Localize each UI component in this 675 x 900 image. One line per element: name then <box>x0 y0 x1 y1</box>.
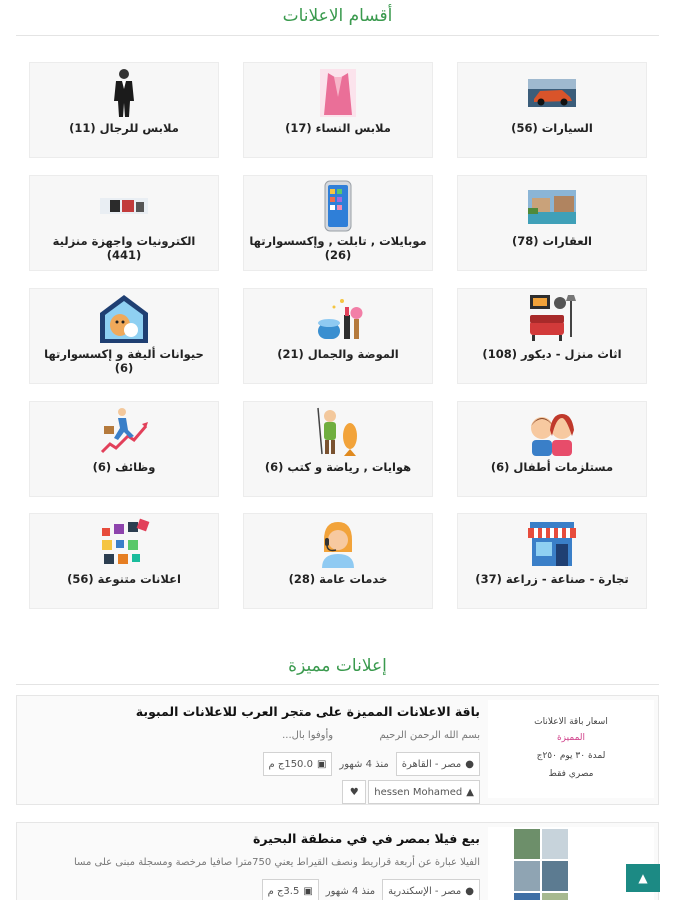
category-kids[interactable] <box>457 401 647 497</box>
arrow-up-icon: ▲ <box>638 871 648 885</box>
thumb-text-line: لمدة ٣٠ يوم ٢٥٠ج <box>536 751 606 761</box>
category-womens-clothing[interactable] <box>243 62 433 158</box>
category-label: السيارات (56) <box>511 121 593 135</box>
time-text: منذ 4 شهور <box>325 885 376 897</box>
money-icon: ▣ <box>316 758 327 770</box>
ad-desc-line: وأوفوا بال... <box>282 730 334 741</box>
title-divider <box>16 684 659 685</box>
title-divider <box>16 35 659 36</box>
category-label: ملابس النساء (17) <box>285 121 391 135</box>
scroll-to-top-button[interactable] <box>626 864 660 892</box>
featured-ad[interactable] <box>16 695 659 805</box>
map-marker-icon: ● <box>465 885 474 897</box>
category-label: هوايات , رياضة و كتب (6) <box>264 460 412 474</box>
category-pets[interactable] <box>29 288 219 384</box>
location-chip <box>382 879 480 900</box>
electronics-photo-icon <box>98 180 150 232</box>
category-label: موبايلات , تابلت , وإكسسوارتها (26) <box>249 234 427 262</box>
user-icon: ▲ <box>466 786 474 798</box>
ad-thumbnail-image <box>488 700 654 798</box>
ad-description: الفيلا عبارة عن أربعة قراريط ونصف القيراط يعني 750مترا صافيا مرخصة ومسجلة مبنى على مسا <box>74 857 480 868</box>
category-label: الموضة والجمال (21) <box>277 347 399 361</box>
category-label: مستلزمات أطفال (6) <box>490 460 614 474</box>
ad-thumbnail[interactable] <box>488 700 654 798</box>
mens-suit-photo-icon <box>98 67 150 119</box>
category-label: حيوانات أليفة و إكسسوارتها (6) <box>44 347 204 375</box>
ad-user-row <box>342 780 480 804</box>
category-cars[interactable] <box>457 62 647 158</box>
location-chip <box>396 752 480 776</box>
map-marker-icon: ● <box>465 758 474 770</box>
mobile-phone-icon <box>312 180 364 232</box>
category-label: تجارة - صناعة - زراعة (37) <box>475 572 629 586</box>
price-chip <box>262 879 319 900</box>
category-mens-clothing[interactable] <box>29 62 219 158</box>
user-chip[interactable] <box>368 780 480 804</box>
favorite-button[interactable] <box>342 780 366 804</box>
category-jobs[interactable] <box>29 401 219 497</box>
storefront-icon <box>526 518 578 570</box>
beauty-cosmetics-icon <box>312 293 364 345</box>
price-text: 3.5ج م <box>267 885 300 897</box>
category-label: العقارات (78) <box>511 234 592 248</box>
kids-icon <box>526 406 578 458</box>
featured-title: إعلانات مميزة <box>288 656 387 676</box>
womens-clothing-photo-icon <box>312 67 364 119</box>
career-growth-icon <box>98 406 150 458</box>
thumb-text-line: المميزة <box>556 733 586 743</box>
category-mobiles[interactable] <box>243 175 433 271</box>
ad-description <box>25 728 480 743</box>
category-real-estate[interactable] <box>457 175 647 271</box>
thumb-text-line: اسعار باقة الاعلانات <box>534 717 608 727</box>
mixed-squares-icon <box>98 518 150 570</box>
ad-desc-line: بسم الله الرحمن الرحيم <box>379 730 480 741</box>
category-electronics[interactable] <box>29 175 219 271</box>
category-general-services[interactable] <box>243 513 433 609</box>
price-chip <box>263 752 333 776</box>
heart-icon: ♥ <box>349 786 359 798</box>
ad-meta-row <box>262 879 480 900</box>
category-label: اعلانات متنوعة (56) <box>67 572 181 586</box>
ad-title[interactable]: بيع فيلا بمصر في في منطقة البحيرة <box>253 831 480 846</box>
location-text: مصر - القاهرة <box>401 758 462 770</box>
category-trade[interactable] <box>457 513 647 609</box>
featured-ad[interactable] <box>16 822 659 900</box>
customer-service-icon <box>312 518 364 570</box>
category-label: وظائف (6) <box>92 460 156 474</box>
price-text: 150.0ج م <box>268 758 313 770</box>
user-name: hessen Mohamed <box>374 786 463 798</box>
category-label: ملابس للرجال (11) <box>69 121 179 135</box>
ad-meta-row <box>263 752 481 776</box>
category-fashion-beauty[interactable] <box>243 288 433 384</box>
car-photo-icon <box>526 67 578 119</box>
time-text: منذ 4 شهور <box>339 758 389 770</box>
real-estate-photo-icon <box>526 180 578 232</box>
pets-house-icon <box>98 293 150 345</box>
category-hobbies[interactable] <box>243 401 433 497</box>
category-label: الكترونيات واجهزة منزلية (441) <box>52 234 196 262</box>
thumb-text-line: مصري فقط <box>548 769 594 779</box>
category-misc[interactable] <box>29 513 219 609</box>
fishing-hobby-icon <box>312 406 364 458</box>
category-furniture[interactable] <box>457 288 647 384</box>
money-icon: ▣ <box>303 885 313 897</box>
ad-title[interactable]: باقة الاعلانات المميزة على متجر العرب للاعلانات المبوبة <box>135 704 480 719</box>
furniture-icon <box>526 293 578 345</box>
category-label: خدمات عامة (28) <box>288 572 388 586</box>
category-label: اثاث منزل - ديكور (108) <box>482 347 622 361</box>
categories-title: أقسام الاعلانات <box>282 6 393 26</box>
location-text: مصر - الإسكندرية <box>388 885 462 897</box>
